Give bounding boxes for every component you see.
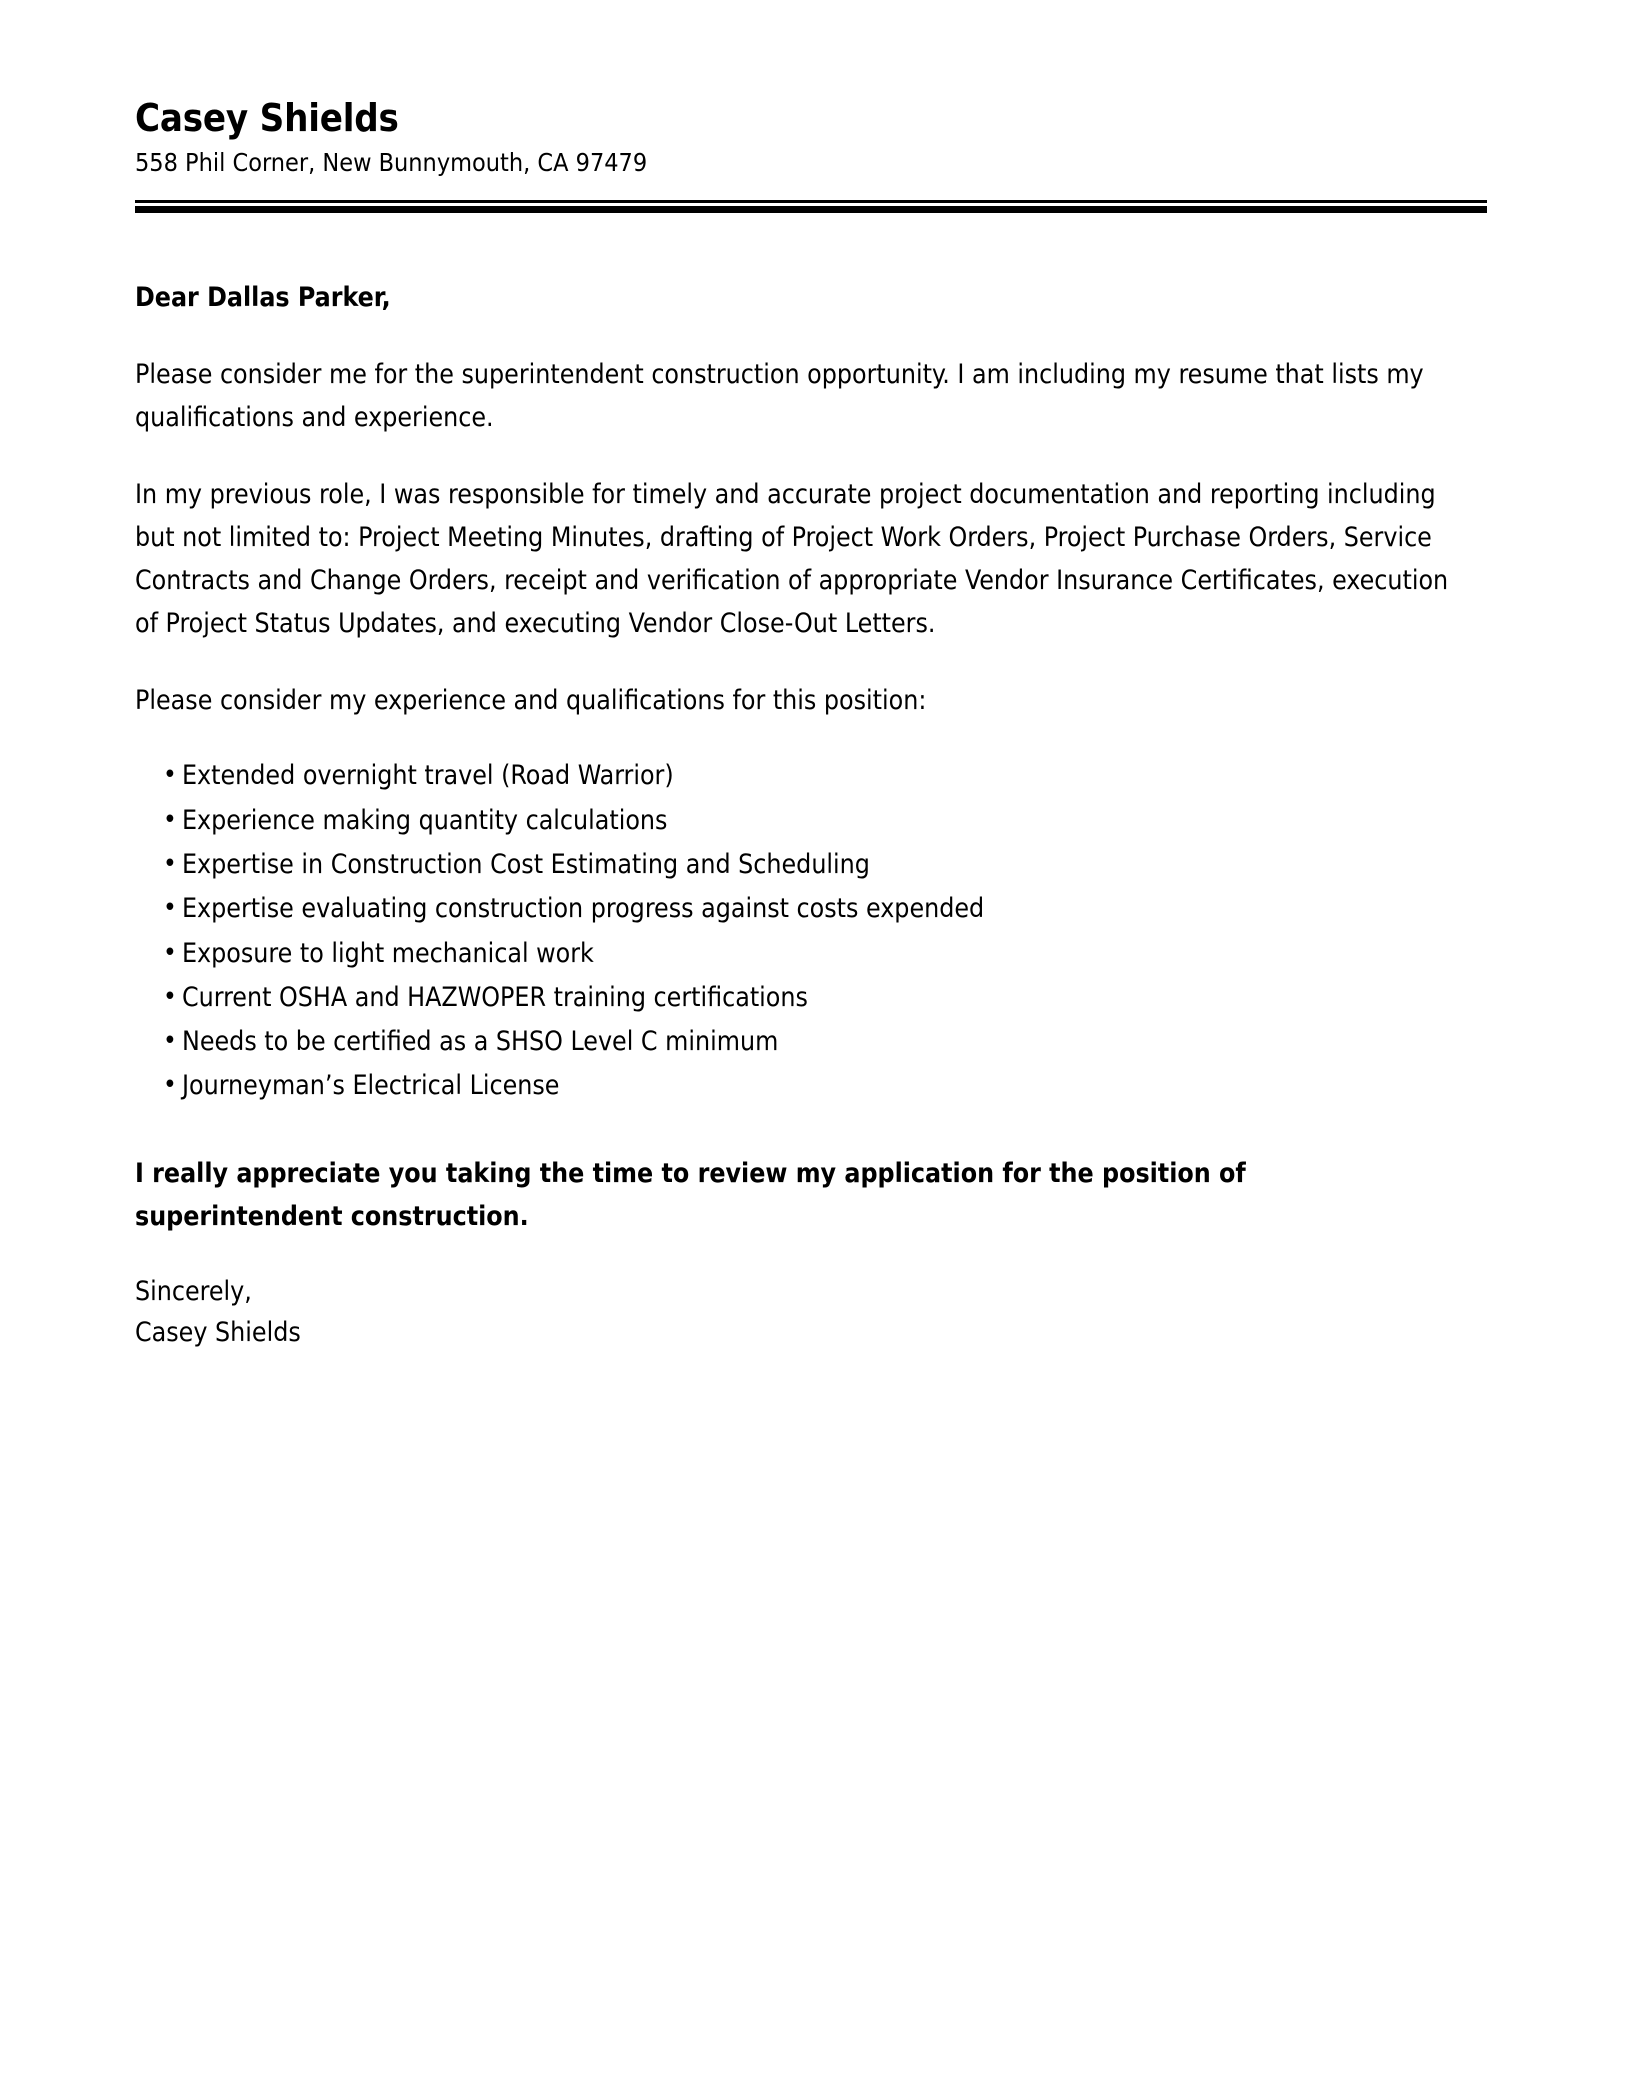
list-item xyxy=(135,845,1452,885)
list-item xyxy=(135,1022,1452,1062)
list-item xyxy=(135,889,1452,929)
list-item-label: Exposure to light mechanical work xyxy=(182,937,594,969)
salutation: Dear Dallas Parker, xyxy=(135,282,391,314)
bullet-icon: • xyxy=(163,848,177,879)
signature-name: Casey Shields xyxy=(135,1316,301,1348)
list-item-label: Journeyman’s Electrical License xyxy=(182,1070,560,1102)
list-item xyxy=(135,801,1452,841)
sender-name: Casey Shields xyxy=(135,96,399,140)
bullet-icon: • xyxy=(163,893,177,924)
list-item xyxy=(135,934,1452,974)
body-paragraph-3: Please consider my experience and qualifications for this position: xyxy=(135,684,927,716)
sender-address: 558 Phil Corner, New Bunnymouth, CA 97479 xyxy=(135,147,648,177)
signoff-text: Sincerely, xyxy=(135,1276,252,1308)
letterhead-divider xyxy=(135,200,1487,213)
list-item-label: Needs to be certified as a SHSO Level C minimum xyxy=(182,1026,779,1058)
page-content xyxy=(135,0,1487,1353)
letterhead xyxy=(135,0,1487,213)
list-item-label: Current OSHA and HAZWOPER training certifications xyxy=(182,981,808,1013)
body-paragraph-1: Please consider me for the superintendent construction opportunity. I am including my resume that lists my qualifications and experience. xyxy=(135,359,1424,433)
list-item-label: Expertise evaluating construction progress against costs expended xyxy=(182,893,985,925)
list-item-label: Expertise in Construction Cost Estimating and Scheduling xyxy=(182,848,870,880)
closing-statement: I really appreciate you taking the time to review my application for the position of superintendent construction. xyxy=(135,1157,1246,1232)
letter-body xyxy=(135,277,1452,1353)
bullet-icon: • xyxy=(163,1070,177,1101)
bullet-icon: • xyxy=(163,804,177,835)
body-paragraph-2: In my previous role, I was responsible for timely and accurate project documentation and reporting including but not limited to: Project Meeting Minutes, drafting of Project Work Orders, Project Purchase Orders, Service Contracts and Change Orders, receipt and verification of appropriate Vendor Insurance Certificates, execution of Project Status Updates, and executing Vendor Close-Out Letters. xyxy=(135,478,1449,639)
list-item xyxy=(135,756,1452,796)
qualifications-list xyxy=(135,756,1452,1106)
bullet-icon: • xyxy=(163,760,177,791)
list-item-label: Experience making quantity calculations xyxy=(182,804,668,836)
list-item-label: Extended overnight travel (Road Warrior) xyxy=(182,760,674,792)
divider-thick-line xyxy=(135,206,1487,213)
list-item xyxy=(135,978,1452,1018)
bullet-icon: • xyxy=(163,937,177,968)
bullet-icon: • xyxy=(163,1026,177,1057)
bullet-icon: • xyxy=(163,981,177,1012)
signoff-block xyxy=(135,1272,1452,1353)
list-item xyxy=(135,1066,1452,1106)
